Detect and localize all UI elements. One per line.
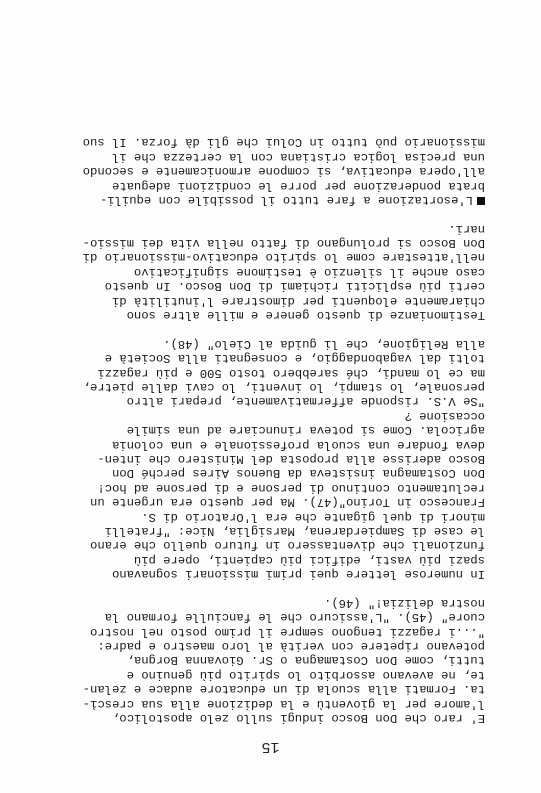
text-line — [35, 639, 485, 653]
text-line — [35, 452, 485, 466]
text-line — [35, 696, 485, 710]
text-line — [35, 610, 485, 624]
text-line-content: minori di quel gigante che era l'Oratorio di S. — [141, 509, 485, 524]
text-line-content: cuore" (45). "L'assicuro che le fanciulle formano la — [104, 610, 485, 625]
text-line — [35, 437, 485, 451]
text-line — [35, 711, 485, 725]
text-line — [35, 538, 485, 552]
text-line — [35, 624, 485, 638]
text-line — [35, 279, 485, 293]
text-line — [35, 336, 485, 350]
text-line-content: E' raro che Don Bosco indugi sullo zelo apostolico, — [112, 711, 485, 725]
text-line — [35, 495, 485, 509]
text-line — [35, 653, 485, 667]
text-line-content: Testimonianze di questo genere e mille altre sono — [126, 308, 485, 323]
text-line — [35, 552, 485, 566]
text-line-content: Bosco aderisse alla proposta del Ministero che inten- — [97, 451, 485, 466]
text-line-content: Don Costamagna insisteva da Buenos Aires perché Don — [112, 466, 485, 481]
text-line — [35, 408, 485, 422]
text-line-content: tolti dal vagabondaggio, e consegnati alla Società e — [104, 351, 485, 366]
page-number: 15 — [261, 738, 280, 755]
text-line-content: potevano ripetere con verità al loro maestro e padre: — [97, 639, 485, 654]
body-text — [35, 135, 485, 725]
text-line — [35, 524, 485, 538]
text-line-content: brata ponderazione per porre le condizioni adeguate — [112, 178, 485, 193]
text-line — [35, 250, 485, 264]
text-line-content: una precisa logica cristiana con la certezza che il — [112, 149, 485, 164]
text-line-content: missionario può tutto in Colui che gli dà forza. Il suo — [82, 135, 485, 150]
text-line — [35, 567, 485, 581]
text-line — [35, 595, 485, 609]
text-line — [35, 293, 485, 307]
text-line-content: deva fondare una scuola professionale e una colonia — [112, 437, 485, 452]
text-line — [35, 193, 485, 207]
text-line — [35, 667, 485, 681]
text-line — [35, 509, 485, 523]
text-line — [35, 135, 485, 149]
text-line-content: alla Religione, che li guida al Cielo" (48). — [163, 336, 485, 351]
text-line-content: te, ne avevano assorbito lo spirito più genuino e — [126, 667, 485, 682]
text-line-content: "Se V.S. risponde affermativamente, prepari altro — [126, 394, 485, 409]
text-line-content: ma ce lo mandi, ché sarebbero tosto 500 e più ragazzi — [97, 365, 485, 380]
text-line — [35, 308, 485, 322]
text-line — [35, 164, 485, 178]
text-line-content: nell'attestare come lo spirito educativo-missionario di — [82, 250, 485, 265]
text-line-content: all'opera educativa, si compone armonicamente e secondo — [82, 164, 485, 179]
text-line-content: agricola. Come si poteva rinunciare ad una simile — [126, 423, 485, 438]
text-line-content: caso anche il silenzio è testimone significativo — [133, 264, 485, 279]
text-line-content: L'esortazione a fare tutto il possibile con equili- — [100, 192, 473, 207]
text-line-content: ta. Formati alla scuola di un educatore audace e zelan- — [82, 682, 485, 697]
text-line — [35, 351, 485, 365]
text-line-content: funzionali che diventassero in futuro quello che erano — [90, 538, 485, 553]
text-line — [35, 149, 485, 163]
text-line-content: l'amore per la gioventù e la dedizione alla sua crescì- — [82, 696, 485, 711]
text-line-content: Don Bosco si prolungano di fatto nella vita dei missio- — [82, 236, 485, 251]
paragraph-gap — [35, 581, 485, 595]
text-line-content: nari. — [448, 221, 485, 236]
text-line — [35, 480, 485, 494]
text-line-content: occasione ? — [404, 408, 485, 423]
text-line — [35, 682, 485, 696]
text-line-content: tutti, come Don Costamagna o Sr. Giovanna Borgna, — [126, 653, 485, 668]
text-line — [35, 221, 485, 235]
text-line — [35, 423, 485, 437]
text-line — [35, 265, 485, 279]
text-line-content: "...i ragazzi tengono sempre il primo posto nel nostro — [90, 624, 485, 639]
text-line-content: In numerose lettere quei primi missionari sognavano — [112, 567, 485, 582]
bullet-square-icon — [477, 197, 485, 205]
text-line-content: certi più espliciti richiami di Don Bosco. In questo — [104, 279, 485, 294]
paragraph-gap — [35, 207, 485, 221]
text-line — [35, 394, 485, 408]
text-line — [35, 365, 485, 379]
text-line — [35, 178, 485, 192]
text-line-content: personale, lo stampi, lo inventi, lo cavi dalle pietre, — [82, 380, 485, 395]
text-line — [35, 236, 485, 250]
text-line-content: Francesco in Torino"(47). Ma per questo era urgente un — [90, 495, 485, 510]
paragraph-gap — [35, 322, 485, 336]
text-line-content: le case di Sampierdarena, Marsiglia, Nice: "fratelli — [104, 523, 485, 538]
text-line-content: spazi più vasti, edifici più capienti, opere più — [133, 552, 485, 567]
text-line-content: nostra delizia!" (46). — [324, 595, 485, 610]
text-line-content: chiaramente eloquenti per dimostrare l'inutilità di — [112, 293, 485, 308]
text-line — [35, 380, 485, 394]
text-line-content: reclutamento continuo di persone e di persone ad hoc! — [97, 480, 485, 495]
text-line — [35, 466, 485, 480]
